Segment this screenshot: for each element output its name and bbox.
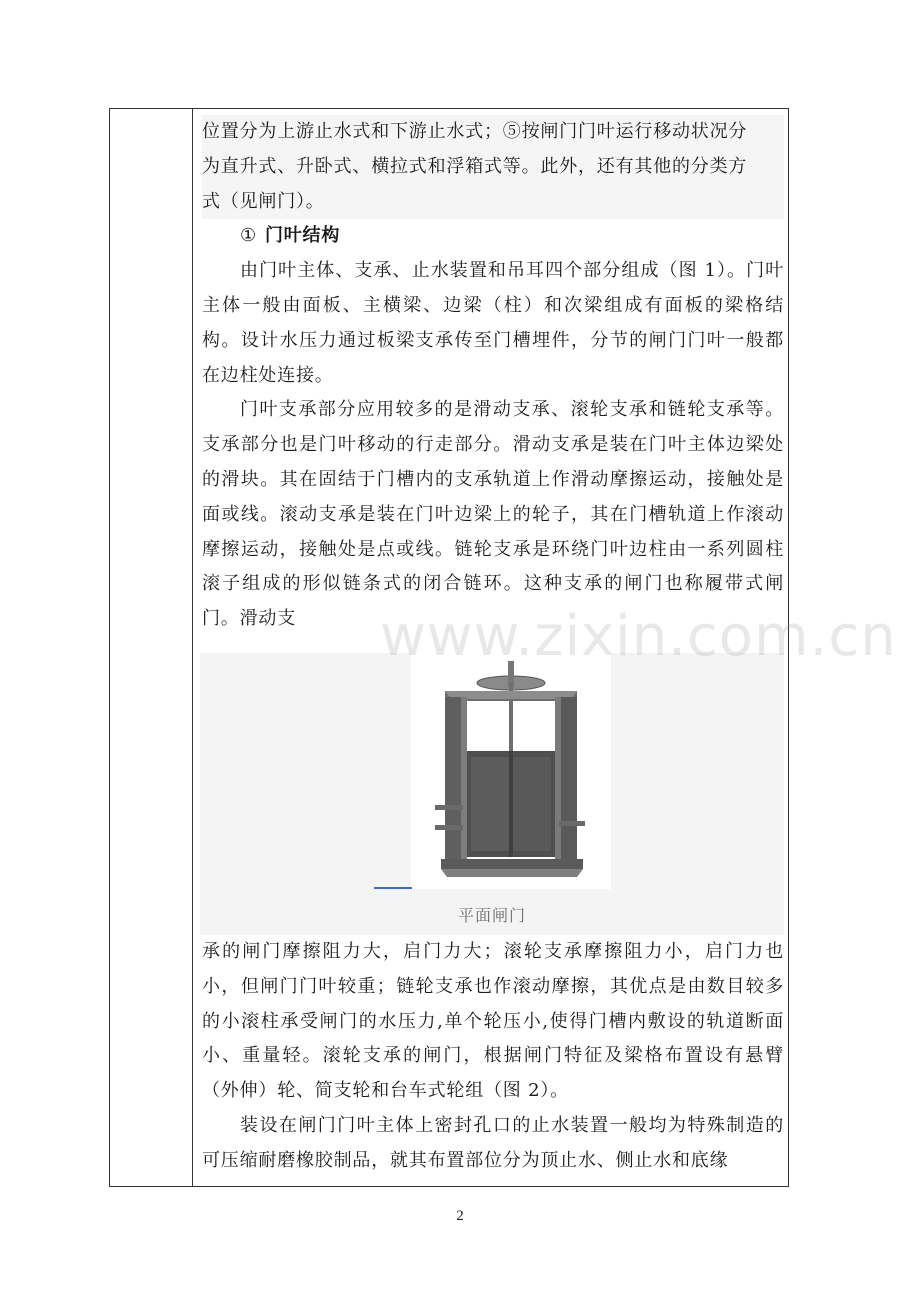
- classification-paragraph: [202, 115, 784, 219]
- table-left-column: [110, 109, 193, 1186]
- table-content-upper: [202, 115, 784, 637]
- table-content-lower: [202, 935, 784, 1179]
- text-line: 式（见闸门）。: [202, 190, 325, 212]
- figure-caption: 平面闸门: [457, 906, 526, 925]
- heading-number: ①: [240, 225, 257, 247]
- gate-photo: [411, 653, 611, 889]
- heading-title: 门叶结构: [264, 225, 341, 247]
- paragraph-seal-device: 装设在闸门门叶主体上密封孔口的止水装置一般均为特殊制造的可压缩耐磨橡胶制品，就其布置部位分为顶止水、侧止水和底缘: [202, 1114, 784, 1171]
- plane-gate-illustration: [411, 653, 611, 889]
- page-number: 2: [456, 1208, 464, 1224]
- figure-link-underline: [374, 887, 412, 889]
- text-line: 位置分为上游止水式和下游止水式；⑤按闸门门叶运行移动状况分: [202, 121, 748, 142]
- watermark: www.zixin.com.cn: [380, 604, 897, 669]
- paragraph-support-comparison: 承的闸门摩擦阻力大，启门力大；滚轮支承摩擦阻力小，启门力也小，但闸门门叶较重；链轮支承也作滚动摩擦，其优点是由数目较多的小滚柱承受闸门的水压力,单个轮压小,使得门槽内敷设的轨道断面小、重量轻。滚轮支承的闸门，根据闸门特征及梁格布置设有悬臂（外伸）轮、简支轮和台车式轮组（图 2）。: [202, 941, 784, 1102]
- paragraph-support-types: 门叶支承部分应用较多的是滑动支承、滚轮支承和链轮支承等。支承部分也是门叶移动的行走部分。滑动支承是装在门叶主体边梁处的滑块。其在固结于门槽内的支承轨道上作滑动摩擦运动，接触处是面或线。滚动支承是装在门叶边梁上的轮子，其在门槽轨道上作滚动摩擦运动，接触处是点或线。链轮支承是环绕门叶边柱由一系列圆柱滚子组成的形似链条式的闭合链环。这种支承的闸门也称履带式闸门。滑动支: [202, 399, 784, 630]
- figure-plane-gate: [200, 653, 784, 935]
- paragraph-door-leaf-composition: 由门叶主体、支承、止水装置和吊耳四个部分组成（图 1）。门叶主体一般由面板、主横梁、边梁（柱）和次梁组成有面板的梁格结构。设计水压力通过板梁支承传至门槽埋件，分节的闸门门叶一般都在边柱处连接。: [202, 260, 784, 386]
- section-heading: [202, 219, 784, 254]
- text-line: 为直升式、升卧式、横拉式和浮箱式等。此外，还有其他的分类方: [202, 155, 748, 177]
